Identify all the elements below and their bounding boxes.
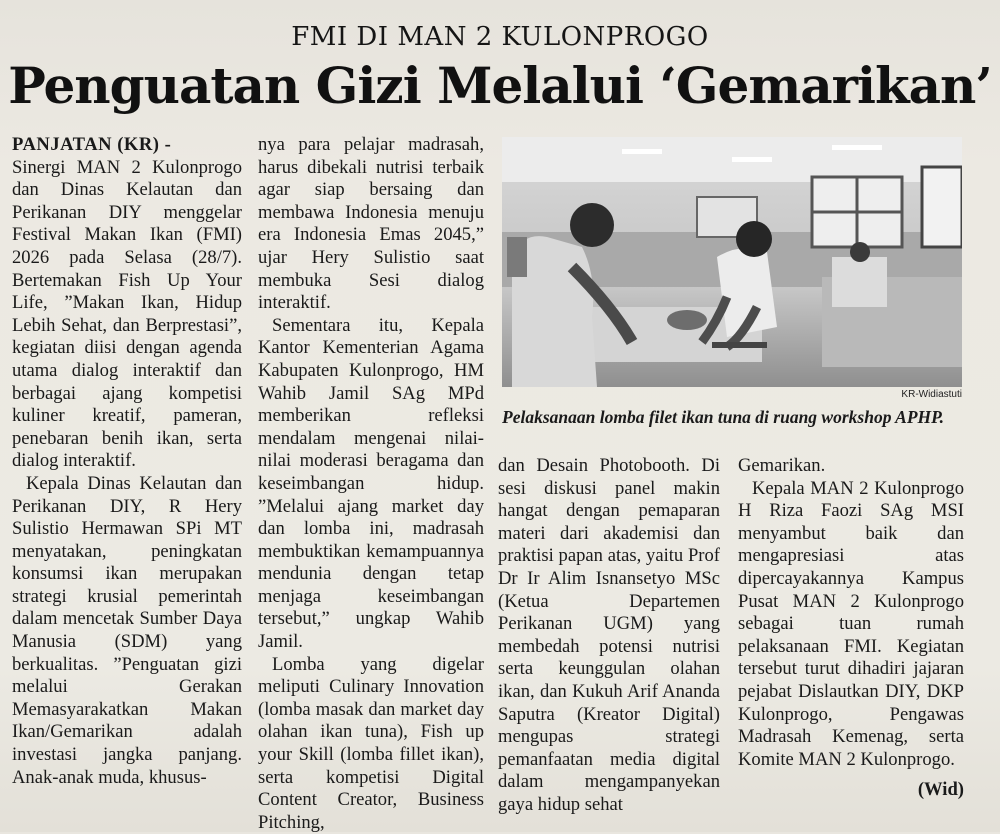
article-photo xyxy=(502,137,962,387)
paragraph-text: Sinergi MAN 2 Kulonprogo dan Dinas Kelautan dan Perikanan DIY menggelar Festival Makan Ikan (FMI) 2026 pada Selasa (28/7). Bertemakan Fish Up Your Life, ”Makan Ikan, Hidup Lebih Sehat, dan Berprestasi”, kegiatan diisi dengan agenda utama dialog interaktif dan berbagai ajang kompetisi kuliner kreatif, pameran, penebaran benih ikan, serta dialog interaktif. xyxy=(12,156,242,472)
paragraph: Kepala MAN 2 Kulonprogo H Riza Faozi SAg MSI menyambut baik dan mengapresiasi atas dipercayakannya Kampus Pusat MAN 2 Kulonprogo sebagai tuan rumah pelaksanaan FMI. Kegiatan tersebut turut dihadiri jajaran pejabat Dislautkan DIY, DKP Kulonprogo, Pengawas Madrasah Kemenag, serta Komite MAN 2 Kulonprogo. xyxy=(738,477,964,770)
text-column-2 xyxy=(258,134,484,834)
lead-paragraph xyxy=(12,134,242,473)
text-column-4 xyxy=(738,455,964,802)
workshop-photo-image xyxy=(502,137,962,387)
text-column-1 xyxy=(12,134,242,789)
paragraph: Sementara itu, Kepala Kantor Kementerian Agama Kabupaten Kulonprogo, HM Wahib Jamil SAg MPd memberikan refleksi mendalam mengenai nilai-nilai moderasi beragama dan keseimbangan hidup. ”Melalui ajang market day dan lomba ini, madrasah membuktikan kemampuannya mendunia dengan tetap menjaga keseimbangan tersebut,” ungkap Wahib Jamil. xyxy=(258,314,484,653)
paragraph: Kepala Dinas Kelautan dan Perikanan DIY, R Hery Sulistio Hermawan SPi MT menyatakan, peningkatan konsumsi ikan merupakan strategi krusial pemerintah dalam mencetak Sumber Daya Manusia (SDM) yang berkualitas. ”Penguatan gizi melalui Gerakan Memasyarakatkan Makan Ikan/Gemarikan adalah investasi jangka panjang. Anak-anak muda, khusus- xyxy=(12,472,242,788)
photo-credit: KR-Widiastuti xyxy=(901,389,962,400)
text-column-3 xyxy=(498,455,720,817)
dateline: PANJATAN (KR) - xyxy=(12,134,172,155)
paragraph: dan Desain Photobooth. Di sesi diskusi panel makin hangat dengan pemaparan materi dari akademisi dan praktisi papan atas, yaitu Prof Dr Ir Alim Isnansetyo MSc (Ketua Departemen Perikanan UGM) yang membedah potensi nutrisi serta keunggulan olahan ikan, dan Kukuh Arif Ananda Saputra (Kreator Digital) mengupas strategi pemanfaatan media digital dalam mengampanyekan gaya hidup sehat xyxy=(498,455,720,815)
paragraph: Lomba yang digelar meliputi Culinary Innovation (lomba masak dan market day olahan ikan tuna), Fish up your Skill (lomba fillet ikan), serta kompetisi Digital Content Creator, Business Pitching, xyxy=(258,653,484,833)
article-headline: Penguatan Gizi Melalui ‘Gemarikan’ xyxy=(8,56,992,115)
paragraph: Gemarikan. xyxy=(738,455,826,476)
paragraph: nya para pelajar madrasah, harus dibekali nutrisi terbaik agar siap bersaing dan membawa Indonesia menuju era Indonesia Emas 2045,” ujar Hery Sulistio saat membuka Sesi dialog interaktif. xyxy=(258,134,484,314)
author-signoff: (Wid) xyxy=(917,779,964,801)
article-kicker: FMI DI MAN 2 KULONPROGO xyxy=(291,22,709,52)
photo-caption: Pelaksanaan lomba filet ikan tuna di ruang workshop APHP. xyxy=(502,407,944,427)
